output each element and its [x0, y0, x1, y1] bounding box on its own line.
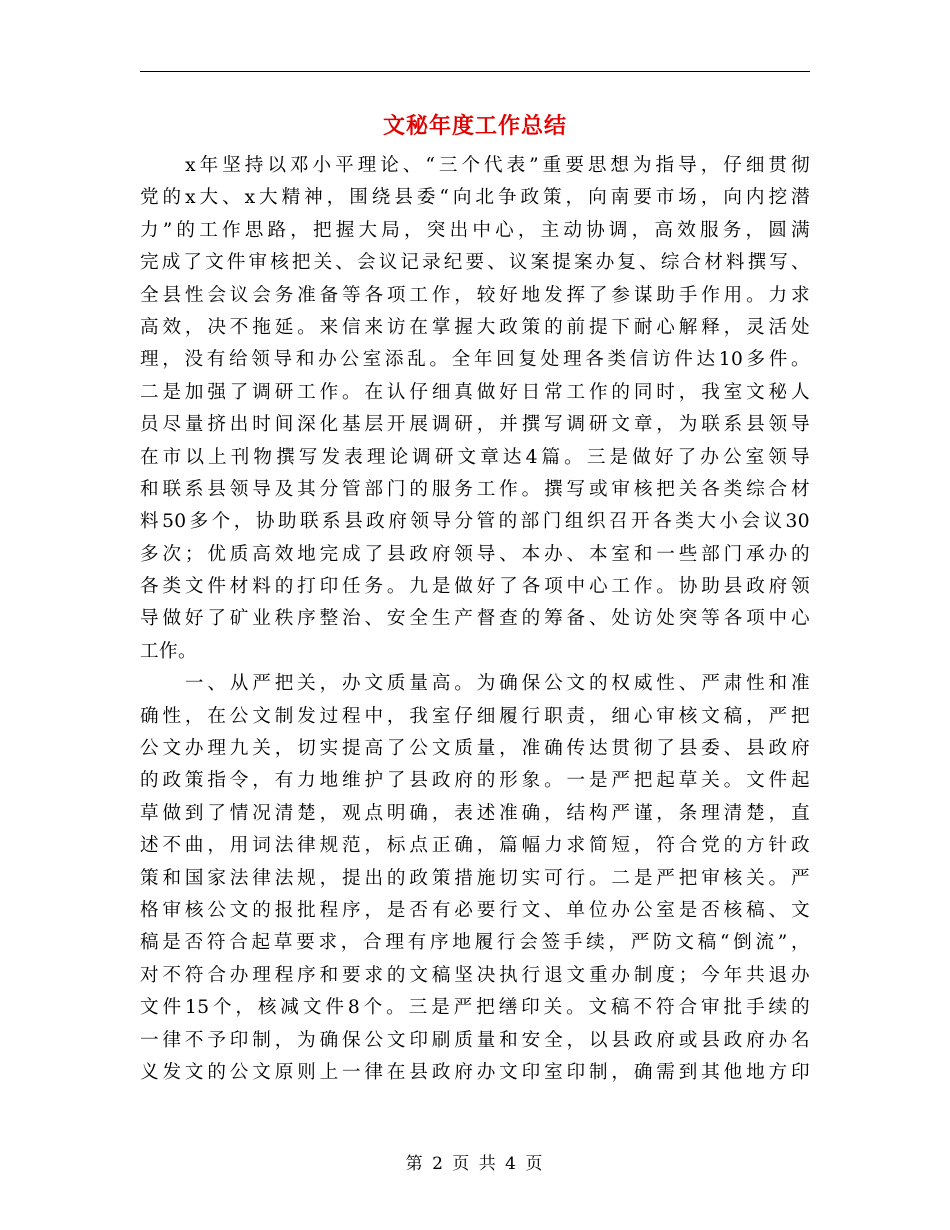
body-line: 各类文件材料的打印任务。九是做好了各项中心工作。协助县政府领 [140, 576, 810, 598]
page-number: 第 2 页 共 4 页 [405, 1154, 545, 1174]
body-line: 工作。 [140, 640, 197, 662]
body-line: 理，没有给领导和办公室添乱。全年回复处理各类信访件达10多件。 [140, 349, 810, 371]
body-line: 文件15个，核减文件8个。三是严把缮印关。文稿不符合审批手续的 [140, 997, 810, 1019]
body-line: 公文办理九关，切实提高了公文质量，准确传达贯彻了县委、县政府 [140, 738, 810, 760]
body-line: 义发文的公文原则上一律在县政府办文印室印制，确需到其他地方印 [140, 1061, 810, 1083]
body-line: x年坚持以邓小平理论、“三个代表”重要思想为指导，仔细贯彻 [140, 155, 810, 176]
body-line: 策和国家法律法规，提出的政策措施切实可行。二是严把审核关。严 [140, 867, 810, 889]
body-line: 确性，在公文制发过程中，我室仔细履行职责，细心审核文稿，严把 [140, 705, 810, 727]
body-line: 述不曲，用词法律规范，标点正确，篇幅力求简短，符合党的方针政 [140, 835, 810, 857]
body-line: 党的x大、x大精神，围绕县委“向北争政策，向南要市场，向内挖潜 [140, 187, 810, 209]
body-line: 格审核公文的报批程序，是否有必要行文、单位办公室是否核稿、文 [140, 899, 810, 921]
header-rule [140, 71, 810, 72]
body-line: 员尽量挤出时间深化基层开展调研，并撰写调研文章，为联系县领导 [140, 414, 810, 436]
body-line: 多次；优质高效地完成了县政府领导、本办、本室和一些部门承办的 [140, 543, 810, 565]
body-line: 一律不予印制，为确保公文印刷质量和安全，以县政府或县政府办名 [140, 1029, 810, 1051]
body-line: 在市以上刊物撰写发表理论调研文章达4篇。三是做好了办公室领导 [140, 446, 810, 468]
body-line: 料50多个，协助联系县政府领导分管的部门组织召开各类大小会议30 [140, 511, 810, 533]
body-line: 的政策指令，有力地维护了县政府的形象。一是严把起草关。文件起 [140, 770, 810, 792]
body-line: 高效，决不拖延。来信来访在掌握大政策的前提下耐心解释，灵活处 [140, 316, 810, 338]
document-body [140, 150, 810, 1089]
body-line: 力”的工作思路，把握大局，突出中心，主动协调，高效服务，圆满 [140, 219, 810, 241]
body-line: 导做好了矿业秩序整治、安全生产督查的筹备、处访处突等各项中心 [140, 608, 810, 630]
body-line: 完成了文件审核把关、会议记录纪要、议案提案办复、综合材料撰写、 [140, 252, 810, 274]
body-line: 对不符合办理程序和要求的文稿坚决执行退文重办制度；今年共退办 [140, 964, 810, 986]
document-title: 文秘年度工作总结 [382, 113, 567, 139]
body-line: 全县性会议会务准备等各项工作，较好地发挥了参谋助手作用。力求 [140, 284, 810, 306]
body-line: 稿是否符合起草要求，合理有序地履行会签手续，严防文稿“倒流”， [140, 932, 810, 954]
body-line: 一、从严把关，办文质量高。为确保公文的权威性、严肃性和准 [140, 673, 810, 695]
body-line: 草做到了情况清楚，观点明确，表述准确，结构严谨，条理清楚，直 [140, 802, 810, 824]
body-line: 和联系县领导及其分管部门的服务工作。撰写或审核把关各类综合材 [140, 478, 810, 500]
body-line: 二是加强了调研工作。在认仔细真做好日常工作的同时，我室文秘人 [140, 381, 810, 403]
